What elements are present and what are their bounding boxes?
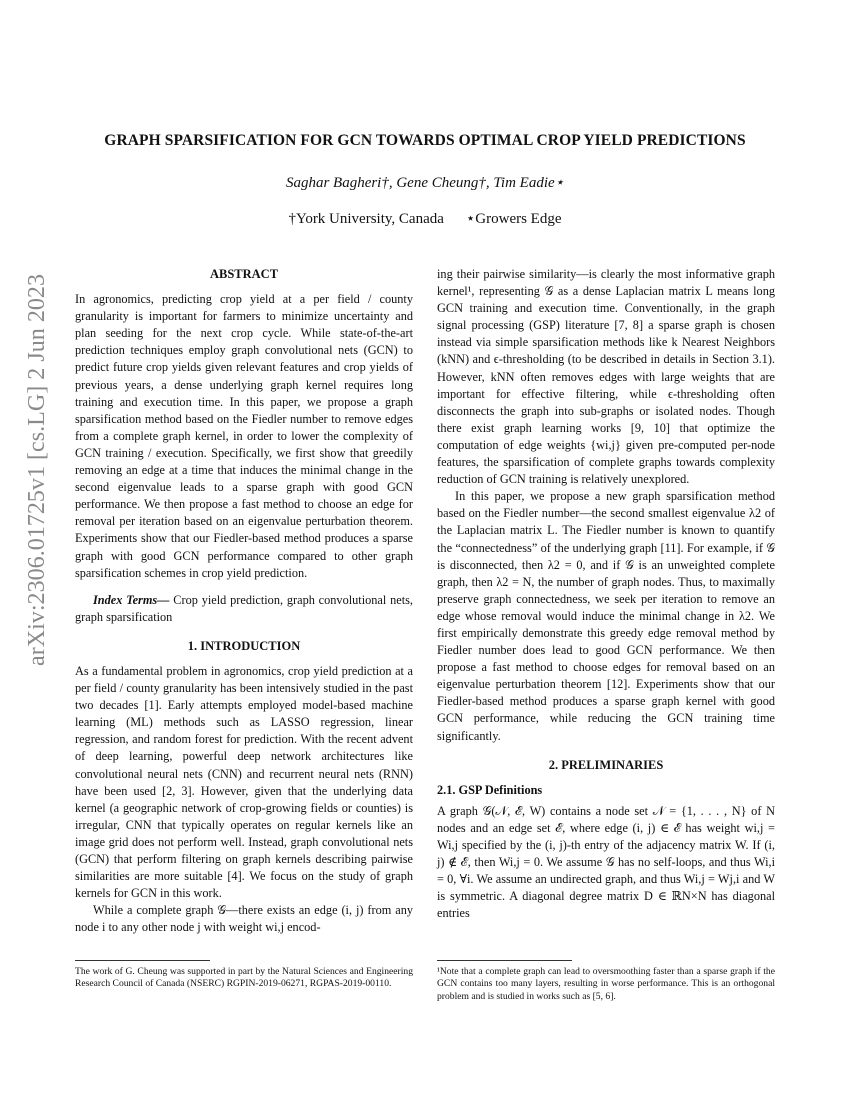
intro-paragraph-2: While a complete graph 𝒢—there exists an edge (i, j) from any node i to any other node j with weight wi,j encod- bbox=[75, 903, 413, 935]
gsp-definitions-heading: 2.1. GSP Definitions bbox=[437, 782, 543, 797]
preliminaries-heading: 2. PRELIMINARIES bbox=[548, 757, 664, 772]
right-column bbox=[437, 266, 775, 922]
right-paragraph-3: A graph 𝒢(𝒩, ℰ, W) contains a node set 𝒩 = {1, . . . , N} of N nodes and an edge set ℰ, where edge (i, j) ∈ ℰ has weight wi,j = Wi,j specified by the (i, j)-th entry of the adjacency matrix W. If (i, j) ∉ ℰ, then Wi,j = 0. We assume 𝒢 has no self-loops, and thus Wi,i = 0, ∀i. We assume an undirected graph, and thus Wi,j = Wj,i and W is symmetric. A diagonal degree matrix D ∈ ℝN×N has diagonal entries bbox=[437, 803, 775, 921]
affiliation-growers-edge: ⋆Growers Edge bbox=[465, 211, 562, 227]
footnote-rule-right bbox=[437, 960, 572, 961]
right-paragraph-2: In this paper, we propose a new graph sparsification method based on the Fiedler number—the second smallest eigenvalue λ2 of the Laplacian matrix L. The Fiedler number is known to quantify the “connectedness” of the underlying graph [11]. For example, if 𝒢 is disconnected, then λ2 = 0, and if 𝒢 is an unweighted complete graph, then λ2 = N, the number of graph nodes. Thus, to maximally preserve graph connectedness, we seek per iteration to remove an edge whose removal would induce the minimal change in λ2. We first empirically demonstrate this greedy edge removal method by Fiedler number does lead to good GCN performance. We then propose a fast method to choose edges for removal based on an eigenvalue perturbation theorem [12]. Experiments show that our Fiedler-based method produces a sparse graph kernel with good GCN performance, while reducing the GCN training time significantly. bbox=[437, 489, 775, 743]
arxiv-stamp-text: arXiv:2306.01725v1 [cs.LG] 2 Jun 2023 bbox=[24, 275, 50, 666]
intro-paragraph-1: As a fundamental problem in agronomics, crop yield prediction at a per field / county granularity has been intensively studied in the past two decades [1]. Early attempts employed model-based machine learning (ML) methods such as LASSO regression, linear regression, and random forest for prediction. With the recent advent of deep learning, powerful deep network architectures like convolutional neural nets (CNN) and recurrent neural nets (RNN) have been used [2, 3]. However, given that the underlying data kernel (a geographic network of crop-growing fields or counties) is irregular, CNN that typically operates on regular kernels like an image grid does not perform well. Instead, graph convolutional nets (GCN) that perform filtering on graph kernels describing pairwise similarities are more suitable [4]. We focus on the study of graph kernels for GCN in this work. bbox=[75, 663, 413, 901]
footnote-oversmoothing: ¹Note that a complete graph can lead to oversmoothing faster than a sparse graph if the GCN contains too many layers, resulting in worse performance. This is an orthogonal problem and is studied in works such as [5, 6]. bbox=[437, 966, 775, 1002]
index-terms bbox=[75, 592, 413, 626]
intro-heading: 1. INTRODUCTION bbox=[187, 638, 301, 653]
author-list: Saghar Bagheri†, Gene Cheung†, Tim Eadie⋆ bbox=[285, 175, 565, 191]
abstract-text: In agronomics, predicting crop yield at a per field / county granularity is important for farmers to minimize uncertainty and plan seeding for the next crop cycle. While state-of-the-art prediction techniques employ graph convolutional nets (GCN) to predict future crop yields given relevant features and crop yields of previous years, a dense underlying graph kernel requires long training and execution time. In this paper, we propose a graph sparsification method based on the Fiedler number to remove edges from a complete graph kernel, in order to lower the complexity of GCN training / execution. Specifically, we first show that greedily removing an edge at a time that induces the minimal change in the second eigenvalue leads to a sparse graph with good GCN performance. We then propose a fast method to choose an edge for removal per iteration based on an eigenvalue perturbation theorem. Experiments show that our Fiedler-based method produces a sparse graph with good GCN performance compared to other graph sparsification schemes in crop yield prediction. bbox=[75, 292, 413, 580]
abstract-heading: ABSTRACT bbox=[209, 267, 279, 281]
footnote-funding: The work of G. Cheung was supported in part by the Natural Sciences and Engineering Research Council of Canada (NSERC) RGPIN-2019-06271, RGPAS-2019-00110. bbox=[75, 966, 413, 990]
left-column bbox=[75, 266, 413, 936]
affiliations bbox=[0, 209, 850, 228]
arxiv-stamp bbox=[14, 270, 54, 670]
affiliation-york: †York University, Canada bbox=[288, 211, 444, 227]
paper-title: GRAPH SPARSIFICATION FOR GCN TOWARDS OPTIMAL CROP YIELD PREDICTIONS bbox=[104, 132, 746, 149]
right-paragraph-1: ing their pairwise similarity—is clearly the most informative graph kernel¹, representing 𝒢 as a dense Laplacian matrix L means long GCN training and execution time. Conventionally, in the graph signal processing (GSP) literature [7, 8] a sparse graph is chosen instead via simple sparsification methods like k Nearest Neighbors (kNN) and ϵ-thresholding (to be described in details in Section 3.1). However, kNN often removes edges with large weights that are important for effective filtering, while ϵ-thresholding often disconnects the graph into sub-graphs or isolated nodes. Though there exist graph learning works [9, 10] that optimize the computation of edge weights {wi,j} given pre-computed per-node features, the sparsification of complete graphs towards complexity reduction of GCN training is relatively unexplored. bbox=[437, 267, 775, 487]
index-terms-text: Crop yield prediction, graph convolutional nets, graph sparsification bbox=[75, 592, 414, 624]
index-terms-label: Index Terms— bbox=[93, 592, 170, 607]
footnote-rule-left bbox=[75, 960, 210, 961]
